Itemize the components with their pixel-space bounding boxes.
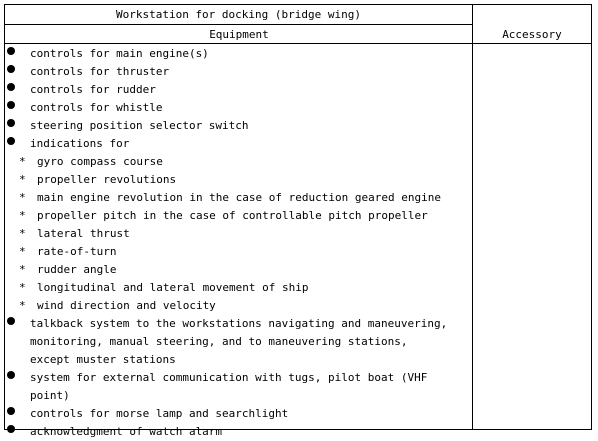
list-item: talkback system to the workstations navigating and maneuvering, monitoring, manual steering, and to maneuvering stations, except muster stations — [5, 315, 471, 369]
sub-list-item: * main engine revolution in the case of reduction geared engine — [5, 189, 471, 207]
sub-list-item: * propeller revolutions — [5, 171, 471, 189]
sub-list-item: * gyro compass course — [5, 153, 471, 171]
list-item: indications for — [5, 135, 471, 153]
asterisk-marker: * — [19, 299, 26, 312]
asterisk-marker: * — [19, 209, 26, 222]
bullet-dot-icon — [7, 407, 15, 415]
list-item: system for external communication with tugs, pilot boat (VHF point) — [5, 369, 471, 405]
equipment-table — [4, 4, 592, 438]
sub-list-item: * lateral thrust — [5, 225, 471, 243]
list-item: controls for thruster — [5, 63, 471, 81]
column-header-equipment: Equipment — [209, 28, 269, 41]
bullet-dot-icon — [7, 47, 15, 55]
list-item: acknowledgment of watch alarm — [5, 423, 471, 441]
bullet-dot-icon — [7, 83, 15, 91]
column-header-accessory: Accessory — [502, 28, 562, 41]
sub-list-item: * wind direction and velocity — [5, 297, 471, 315]
asterisk-marker: * — [19, 263, 26, 276]
sub-list-item: * rudder angle — [5, 261, 471, 279]
list-item: controls for main engine(s) — [5, 45, 471, 63]
asterisk-marker: * — [19, 191, 26, 204]
bullet-dot-icon — [7, 137, 15, 145]
bullet-dot-icon — [7, 371, 15, 379]
asterisk-marker: * — [19, 173, 26, 186]
asterisk-marker: * — [19, 245, 26, 258]
asterisk-marker: * — [19, 227, 26, 240]
list-item: controls for rudder — [5, 81, 471, 99]
bullet-dot-icon — [7, 65, 15, 73]
sub-list-item: * propeller pitch in the case of controllable pitch propeller — [5, 207, 471, 225]
bullet-dot-icon — [7, 101, 15, 109]
header-row — [5, 25, 591, 44]
bullet-dot-icon — [7, 425, 15, 433]
asterisk-marker: * — [19, 281, 26, 294]
list-item: steering position selector switch — [5, 117, 471, 135]
sub-list-item: * rate-of-turn — [5, 243, 471, 261]
list-item: controls for whistle — [5, 99, 471, 117]
column-divider — [472, 25, 473, 429]
list-item: controls for morse lamp and searchlight — [5, 405, 471, 423]
bullet-dot-icon — [7, 317, 15, 325]
equipment-list — [5, 45, 471, 441]
asterisk-marker: * — [19, 155, 26, 168]
bullet-dot-icon — [7, 119, 15, 127]
table-title: Workstation for docking (bridge wing) — [5, 5, 473, 25]
sub-list-item: * longitudinal and lateral movement of ship — [5, 279, 471, 297]
